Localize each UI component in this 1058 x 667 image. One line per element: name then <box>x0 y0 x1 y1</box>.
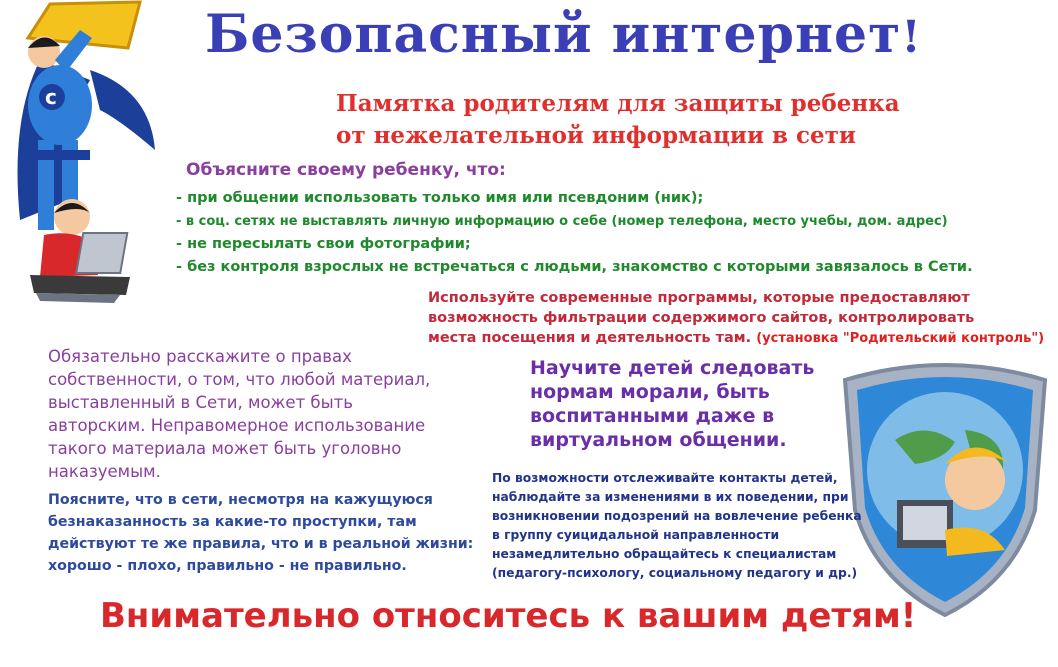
tip-item-personal-info: - в соц. сетях не выставлять личную информацию о себе (номер телефона, место учебы, дом. адрес) <box>176 214 948 229</box>
svg-text:c: c <box>45 85 57 109</box>
programs-line-1: Используйте современные программы, которые предоставляют <box>428 290 970 306</box>
rights-block: Обязательно расскажите о правах собственности, о том, что любой материал, выставленный в Сети, может быть авторским. Неправомерное использование такого материала может быть уголовно наказуемым. <box>48 347 431 481</box>
contacts-block: По возможности отслеживайте контакты детей, наблюдайте за изменениями в их поведении, при возникновении подозрений на вовлечение ребенка в группу суицидальной направленности незамедлительно обращайтесь к специалистам (педагогу-психологу, социальному педагогу и др.) <box>492 471 862 580</box>
boy-with-laptop-illustration <box>10 195 160 315</box>
rules-block: Поясните, что в сети, несмотря на кажущуюся безнаказанность за какие-то проступки, там действуют те же правила, что и в реальной жизни: хорошо - плохо, правильно - не правильно. <box>48 492 474 574</box>
page-title <box>205 4 1005 65</box>
explain-heading: Объясните своему ребенку, что: <box>186 160 506 180</box>
page-subtitle <box>336 88 976 152</box>
tip-item-nickname: - при общении использовать только имя или псевдоним (ник); <box>176 190 704 206</box>
footer-slogan: Внимательно относитесь к вашим детям! <box>100 596 917 636</box>
title-text: Безопасный интернет <box>205 4 902 65</box>
morals-block: Научите детей следовать нормам морали, быть воспитанными даже в виртуальном общении. <box>530 357 815 451</box>
programs-line-3-text: места посещения и деятельность там. <box>428 330 752 346</box>
subtitle-line-2: от нежелательной информации в сети <box>336 122 856 149</box>
tip-item-photos: - не пересылать свои фотографии; <box>176 236 471 252</box>
subtitle-line-1: Памятка родителям для защиты ребенка <box>336 90 900 117</box>
title-exclamation: ! <box>901 12 922 63</box>
programs-block <box>428 288 1048 349</box>
programs-line-2: возможность фильтрации содержимого сайтов, контролировать <box>428 310 975 326</box>
programs-line-3 <box>428 328 1048 349</box>
tips-list <box>176 187 996 279</box>
parental-control-note: (установка "Родительский контроль") <box>756 331 1045 346</box>
tip-item-meetings: - без контроля взрослых не встречаться с людьми, знакомство с которыми завязалось в Сети. <box>176 259 973 275</box>
